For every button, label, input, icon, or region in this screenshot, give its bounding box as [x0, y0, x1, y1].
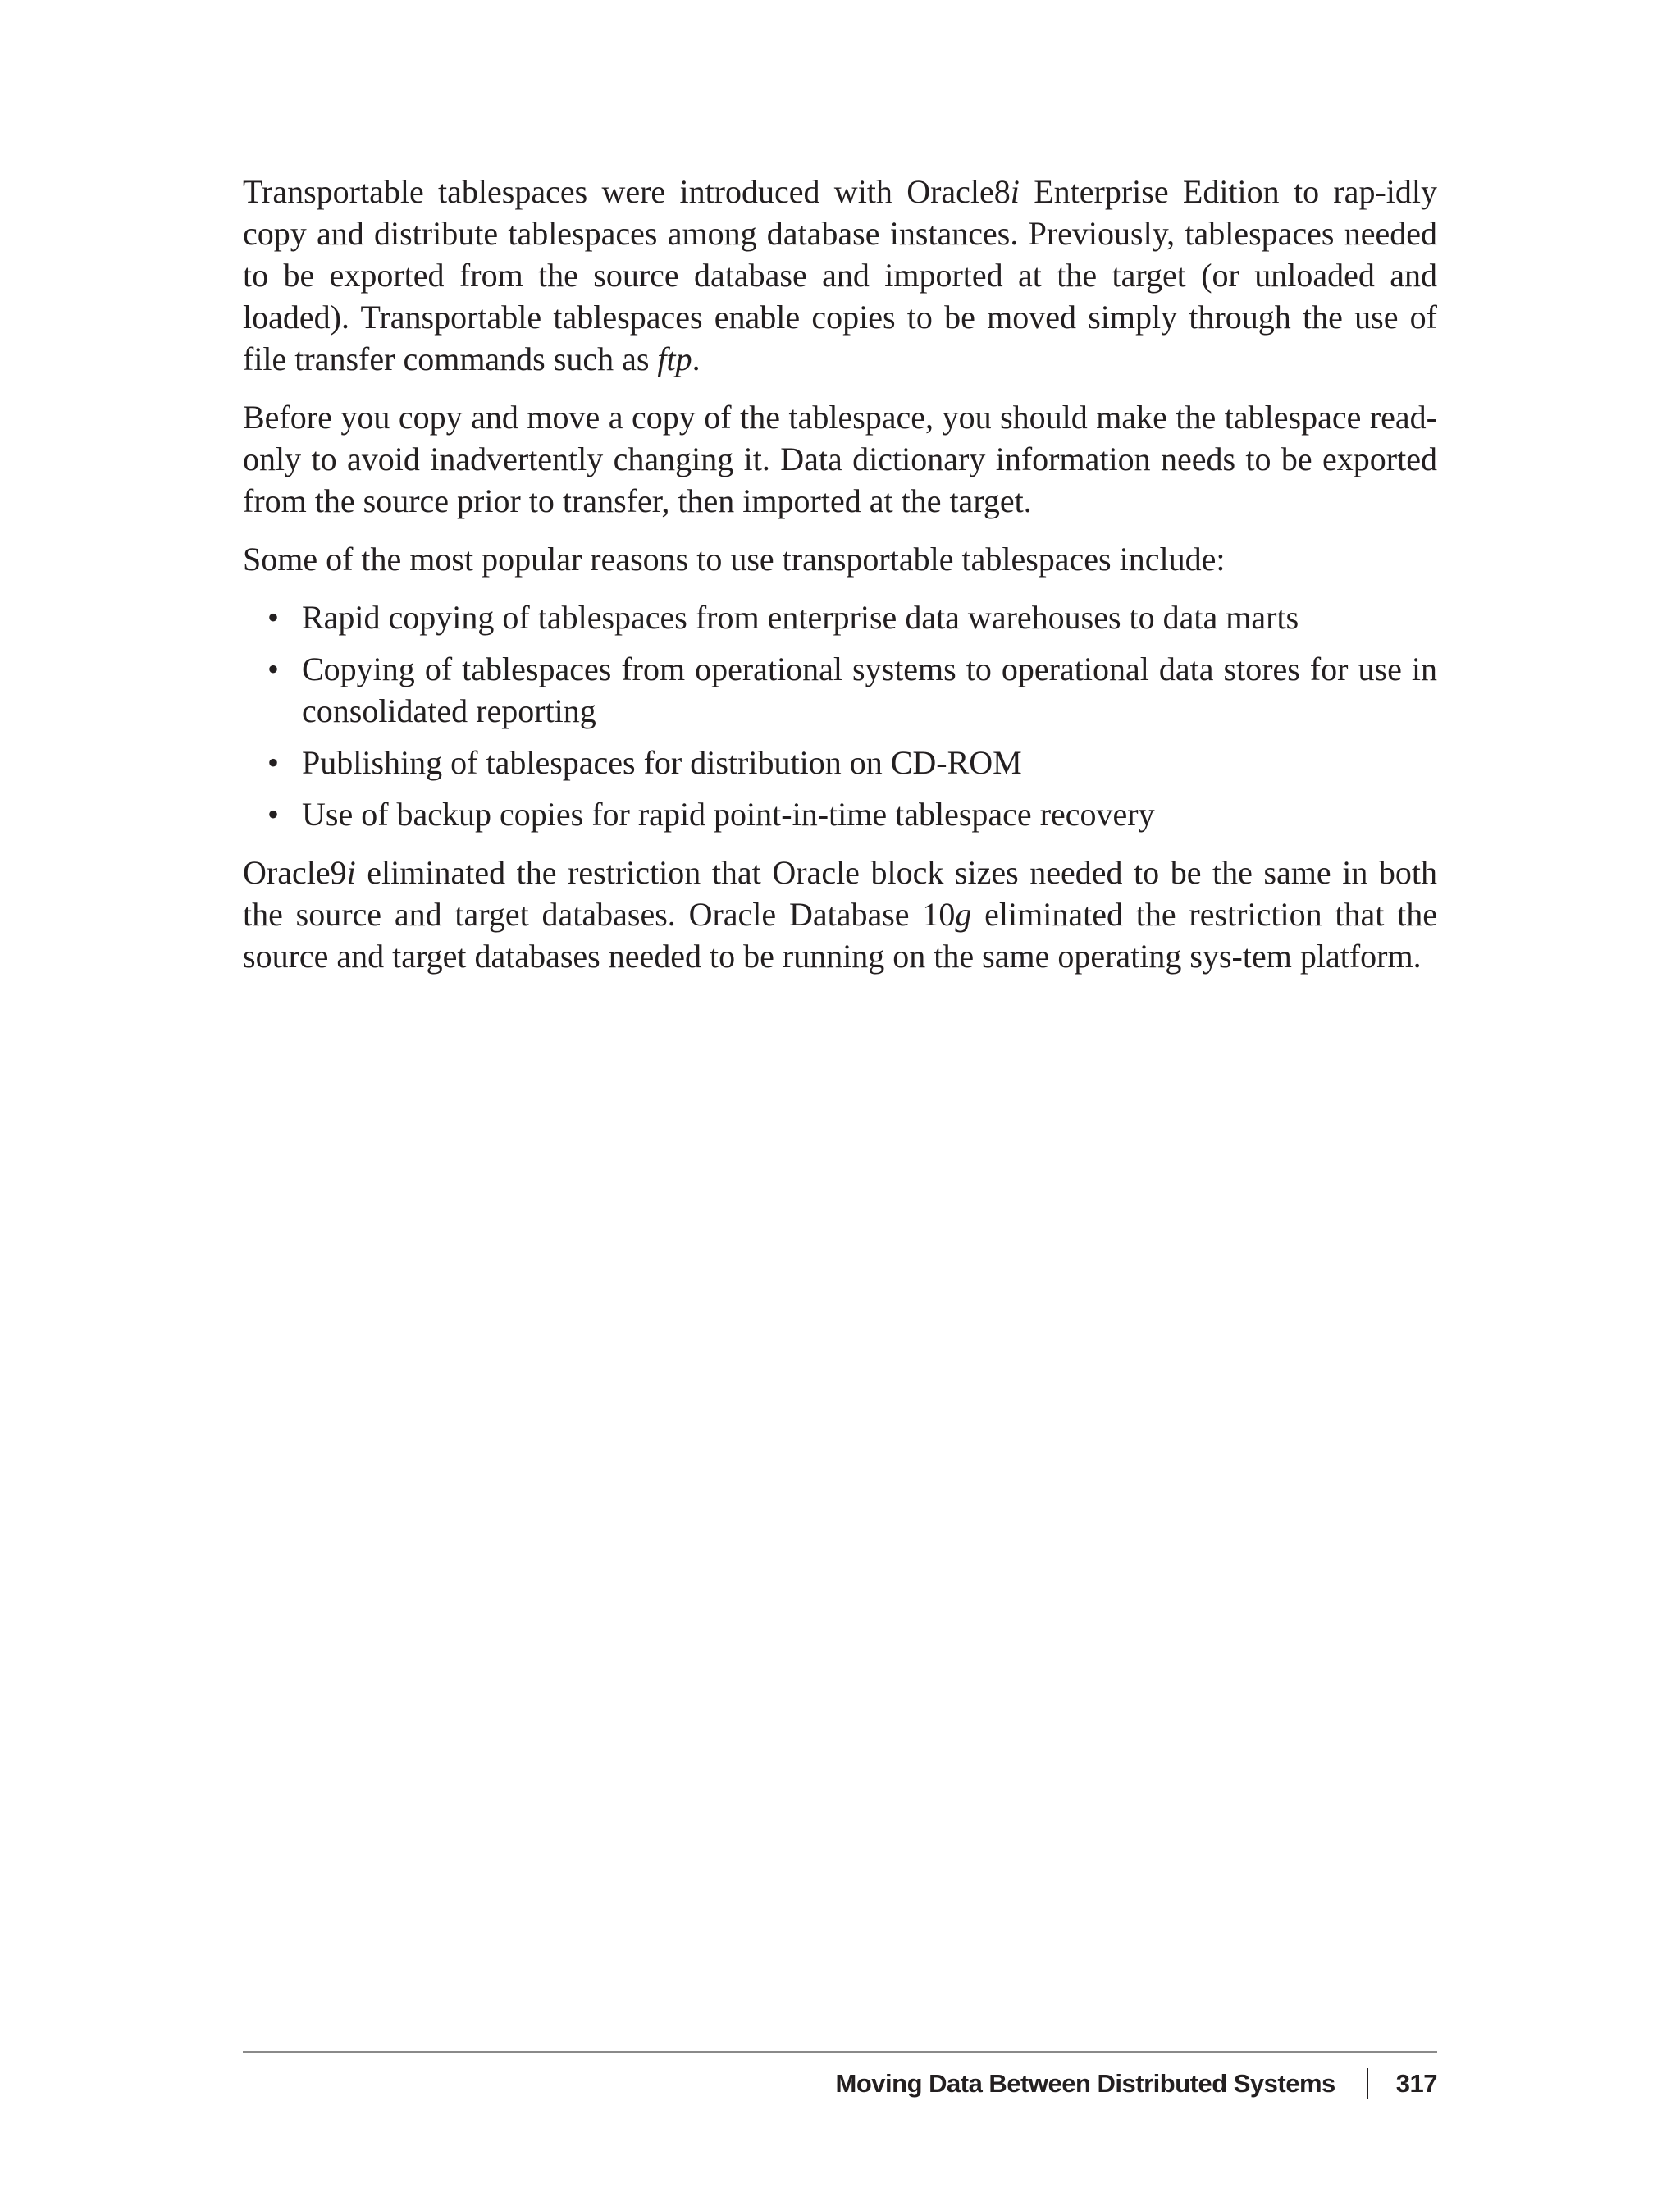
italic-run: ftp [657, 340, 692, 377]
list-item-text: Copying of tablespaces from operational systems to operational data stores for use in consolidated reporting [302, 651, 1437, 729]
bullet-glyph: • [267, 796, 280, 833]
list-item [243, 596, 1437, 638]
reasons-list [243, 596, 1437, 835]
list-item-text: Use of backup copies for rapid point-in-time tablespace recovery [302, 796, 1155, 833]
page-number: 317 [1395, 2069, 1437, 2098]
footer-separator [1367, 2068, 1368, 2099]
text-run: eliminated the restriction that Oracle block sizes needed to be the same in both the source and target databases. Oracle Database 10 [243, 854, 1437, 933]
paragraph-intro [243, 171, 1437, 380]
italic-run: i [346, 854, 356, 891]
footer-divider [243, 2051, 1437, 2053]
italic-run: i [1010, 173, 1020, 210]
paragraph-reasons-intro: Some of the most popular reasons to use transportable tablespaces include: [243, 541, 1226, 578]
list-item [243, 793, 1437, 835]
page-body [243, 171, 1437, 993]
paragraph-restrictions [243, 852, 1437, 977]
list-item-text: Publishing of tablespaces for distribution on CD-ROM [302, 744, 1022, 781]
paragraph-read-only: Before you copy and move a copy of the tablespace, you should make the tablespace read-only to avoid inadvertently changing it. Data dictionary information needs to be exported from the source prior to transfer, then imported at the target. [243, 399, 1437, 519]
text-run: Oracle9 [243, 854, 347, 891]
page-footer [243, 2066, 1437, 2102]
text-run: Transportable tablespaces were introduced with Oracle8 [243, 173, 1011, 210]
bullet-glyph: • [267, 651, 280, 687]
text-run: eliminated the restriction that the source and target databases needed to be running on the same operating sys-tem platform. [243, 896, 1437, 975]
list-item [243, 742, 1437, 783]
text-run: . [692, 340, 701, 377]
footer-section-title: Moving Data Between Distributed Systems [835, 2069, 1335, 2098]
italic-run: g [955, 896, 972, 933]
text-run: Enterprise Edition to rap-idly copy and distribute tablespaces among database instances. Previously, tablespaces needed to be exported from the source database and imported at the target (or unloaded and loaded). Transportable tablespaces enable copies to be moved simply through the use of file transfer commands such as [243, 173, 1437, 377]
list-item [243, 648, 1437, 732]
bullet-glyph: • [267, 599, 280, 636]
list-item-text: Rapid copying of tablespaces from enterprise data warehouses to data marts [302, 599, 1299, 636]
bullet-glyph: • [267, 744, 280, 781]
